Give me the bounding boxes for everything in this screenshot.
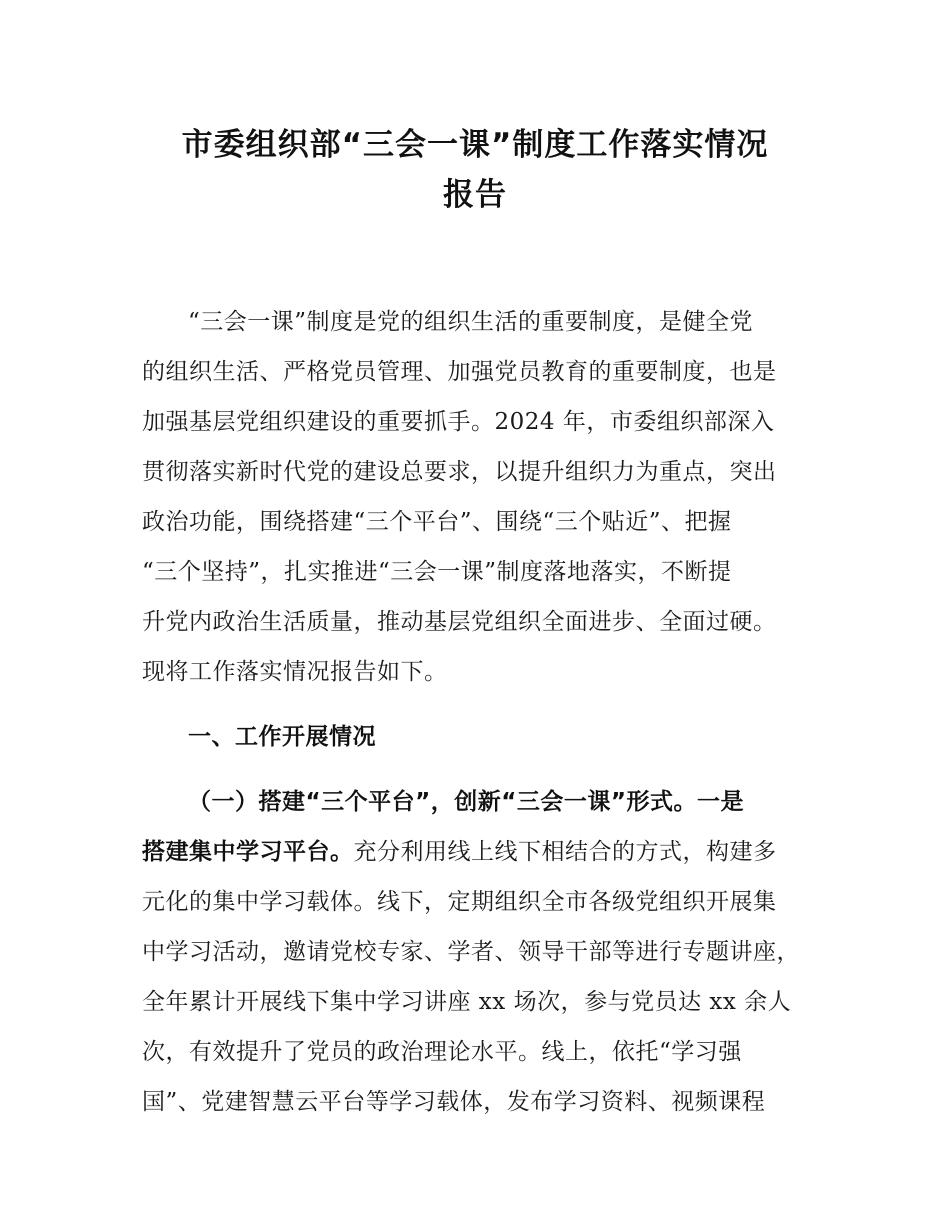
body-line-2: 元化的集中学习载体。线下，定期组织全市各级党组织开展集 [142, 889, 777, 915]
intro-line-2: 的组织生活、严格党员管理、加强党员教育的重要制度，也是 [142, 359, 777, 385]
section-heading: 一、工作开展情况 [188, 724, 376, 750]
body-line-6: 国”、党建智慧云平台等学习载体，发布学习资料、视频课程 [142, 1089, 766, 1115]
document-title-line2: 报告 [443, 177, 507, 213]
body-line-1-text: 充分利用线上线下相结合的方式，构建多 [353, 839, 777, 865]
intro-line-6: “三个坚持”，扎实推进“三会一课”制度落地落实，不断提 [142, 559, 732, 585]
body-line-3: 中学习活动，邀请党校专家、学者、领导干部等进行专题讲座， [142, 939, 800, 965]
intro-line-3: 加强基层党组织建设的重要抓手。2024 年，市委组织部深入 [142, 409, 775, 435]
intro-line-1: “三会一课”制度是党的组织生活的重要制度，是健全党 [188, 309, 754, 335]
document-title-line1: 市委组织部“三会一课”制度工作落实情况 [181, 127, 769, 163]
intro-line-8: 现将工作落实情况报告如下。 [142, 659, 448, 685]
intro-line-5: 政治功能，围绕搭建“三个平台”、围绕“三个贴近”、把握 [142, 509, 732, 535]
body-line-5: 次，有效提升了党员的政治理论水平。线上，依托“学习强 [142, 1039, 742, 1065]
body-line-4: 全年累计开展线下集中学习讲座 xx 场次，参与党员达 xx 余人 [142, 989, 792, 1015]
intro-line-4: 贯彻落实新时代党的建设总要求，以提升组织力为重点，突出 [142, 459, 777, 485]
intro-line-7: 升党内政治生活质量，推动基层党组织全面进步、全面过硬。 [142, 609, 777, 635]
subsection-heading: （一）搭建“三个平台”，创新“三会一课”形式。一是 [188, 789, 744, 815]
inline-bold-phrase: 搭建集中学习平台。 [142, 839, 354, 865]
body-line-1 [142, 837, 777, 867]
